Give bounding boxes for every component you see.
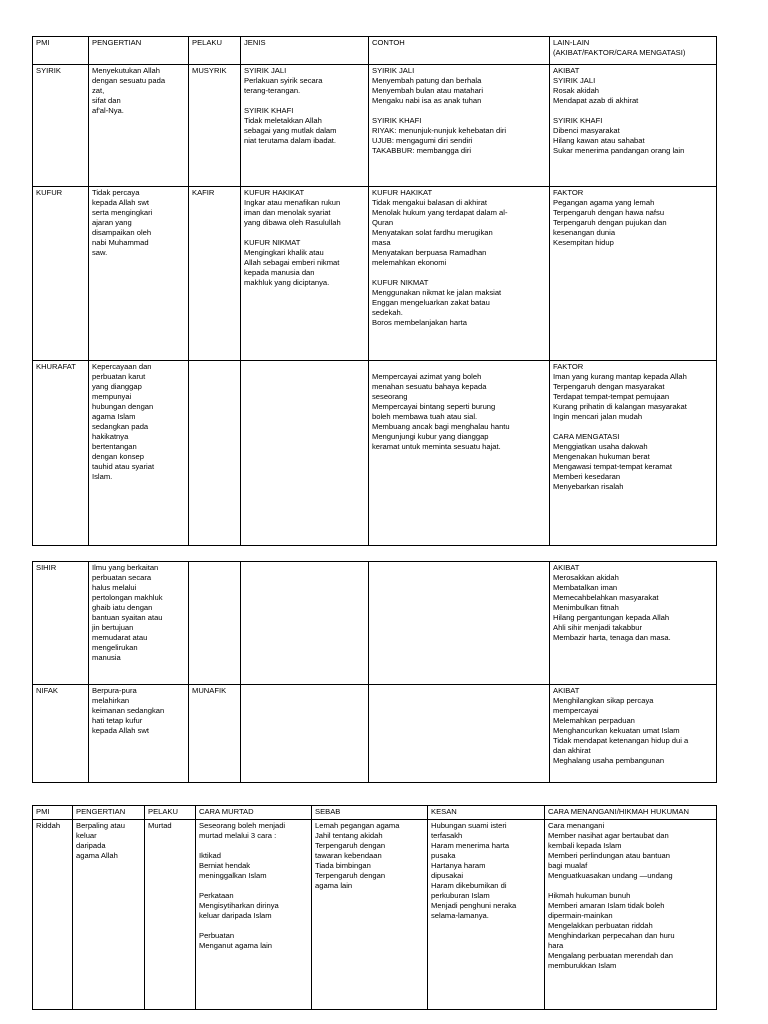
- table-row: [33, 685, 717, 783]
- table-row: [33, 562, 717, 685]
- table-cell: [241, 685, 369, 783]
- table-cell: Ilmu yang berkaitan perbuatan secara halus melalui pertolongan makhluk ghaib iatu dengan bantuan syaitan atau jin bertujuan memudarat atau mengelirukan manusia: [89, 562, 189, 685]
- table-row: [33, 820, 717, 1010]
- table-cell: AKIBAT Menghilangkan sikap percaya mempercayai Melemahkan perpaduan Menghancurkan kekuatan umat Islam Tidak mendapat ketenangan hidup dui a dan akhirat Meghalang usaha pembangunan: [550, 685, 717, 783]
- header-cell: CARA MURTAD: [196, 806, 312, 820]
- header-cell: PMI: [33, 806, 73, 820]
- header-cell: KESAN: [428, 806, 545, 820]
- table-cell: SIHIR: [33, 562, 89, 685]
- table-cell: FAKTOR Pegangan agama yang lemah Terpengaruh dengan hawa nafsu Terpengaruh dengan pujukan dan kesenangan dunia Kesempitan hidup: [550, 187, 717, 361]
- table-cell: Murtad: [145, 820, 196, 1010]
- table-cell: MUNAFIK: [189, 685, 241, 783]
- table-cell: [369, 562, 550, 685]
- table-cell: AKIBAT SYIRIK JALI Rosak akidah Mendapat azab di akhirat SYIRIK KHAFI Dibenci masyarakat Hilang kawan atau sahabat Sukar menerima pandangan orang lain: [550, 65, 717, 187]
- table-cell: Riddah: [33, 820, 73, 1010]
- header-cell: SEBAB: [312, 806, 428, 820]
- table-header-row: [33, 37, 717, 65]
- table-sihir-nifak: [32, 561, 717, 783]
- table-cell: FAKTOR Iman yang kurang mantap kepada Allah Terpengaruh dengan masyarakat Terdapat tempat-tempat pemujaan Kurang prihatin di kalangan masyarakat Ingin mencari jalan mudah CARA MENGATASI Menggiatkan usaha dakwah Mengenakan hukuman berat Mengawasi tempat-tempat keramat Memberi kesedaran Menyebarkan risalah: [550, 361, 717, 546]
- table-cell: SYIRIK JALI Menyembah patung dan berhala Menyembah bulan atau matahari Mengaku nabi isa as anak tuhan SYIRIK KHAFI RIYAK: menunjuk-nunjuk kehebatan diri UJUB: mengagumi diri sendiri TAKABBUR: membangga diri: [369, 65, 550, 187]
- table-cell: [189, 361, 241, 546]
- table-cell: Hubungan suami isteri terfasakh Haram menerima harta pusaka Hartanya haram dipusakai Haram dikebumikan di perkuburan Islam Menjadi penghuni neraka selama-lamanya.: [428, 820, 545, 1010]
- table-cell: Menyekutukan Allah dengan sesuatu pada zat, sifat dan af'al-Nya.: [89, 65, 189, 187]
- table-cell: Tidak percaya kepada Allah swt serta mengingkari ajaran yang disampaikan oleh nabi Muhammad saw.: [89, 187, 189, 361]
- header-cell: CONTOH: [369, 37, 550, 65]
- table-row: [33, 187, 717, 361]
- table-cell: Kepercayaan dan perbuatan karut yang dianggap mempunyai hubungan dengan agama Islam sedangkan pada hakikatnya bertentangan dengan konsep tauhid atau syariat Islam.: [89, 361, 189, 546]
- table-cell: [241, 562, 369, 685]
- table-cell: Lemah pegangan agama Jahil tentang akidah Terpengaruh dengan tawaran kebendaan Tiada bimbingan Terpengaruh dengan agama lain: [312, 820, 428, 1010]
- table-riddah: [32, 805, 717, 1010]
- table-cell: KHURAFAT: [33, 361, 89, 546]
- table-cell: SYIRIK JALI Perlakuan syirik secara terang-terangan. SYIRIK KHAFI Tidak meletakkan Allah sebagai yang mutlak dalam niat terutama dalam ibadat.: [241, 65, 369, 187]
- header-cell: PENGERTIAN: [73, 806, 145, 820]
- table-cell: KAFIR: [189, 187, 241, 361]
- table-cell: Berpaling atau keluar daripada agama Allah: [73, 820, 145, 1010]
- table-cell: [369, 685, 550, 783]
- table-cell: AKIBAT Merosakkan akidah Membatalkan iman Memecahbelahkan masyarakat Menimbulkan fitnah Hilang pergantungan kepada Allah Ahli sihir menjadi takabbur Membazir harta, tenaga dan masa.: [550, 562, 717, 685]
- header-cell: JENIS: [241, 37, 369, 65]
- table-row: [33, 361, 717, 546]
- table-cell: KUFUR: [33, 187, 89, 361]
- table-cell: Seseorang boleh menjadi murtad melalui 3 cara : Iktikad Berniat hendak meninggalkan Islam Perkataan Mengisytiharkan dirinya keluar daripada Islam Perbuatan Menganut agama lain: [196, 820, 312, 1010]
- table-cell: [189, 562, 241, 685]
- table-cell: NIFAK: [33, 685, 89, 783]
- table-header-row: [33, 806, 717, 820]
- header-cell: LAIN-LAIN (AKIBAT/FAKTOR/CARA MENGATASI): [550, 37, 717, 65]
- header-cell: PMI: [33, 37, 89, 65]
- table-cell: KUFUR HAKIKAT Ingkar atau menafikan rukun iman dan menolak syariat yang dibawa oleh Rasulullah KUFUR NIKMAT Mengingkari khalik atau Allah sebagai emberi nikmat kepada manusia dan makhluk yang diciptanya.: [241, 187, 369, 361]
- table-cell: MUSYRIK: [189, 65, 241, 187]
- table-cell: SYIRIK: [33, 65, 89, 187]
- table-cell: KUFUR HAKIKAT Tidak mengakui balasan di akhirat Menolak hukum yang terdapat dalam al- Quran Menyatakan solat fardhu merugikan masa Menyatakan berpuasa Ramadhan melemahkan ekonomi KUFUR NIKMAT Menggunakan nikmat ke jalan maksiat Enggan mengeluarkan zakat batau sedekah. Boros membelanjakan harta: [369, 187, 550, 361]
- table-cell: Berpura-pura melahirkan keimanan sedangkan hati tetap kufur kepada Allah swt: [89, 685, 189, 783]
- header-cell: PELAKU: [145, 806, 196, 820]
- table-row: [33, 65, 717, 187]
- table-cell: Mempercayai azimat yang boleh menahan sesuatu bahaya kepada seseorang Mempercayai bintang seperti burung boleh membawa tuah atau sial. Membuang ancak bagi menghalau hantu Mengunjungi kubur yang dianggap keramat untuk meminta sesuatu hajat.: [369, 361, 550, 546]
- table-cell: [241, 361, 369, 546]
- header-cell: PELAKU: [189, 37, 241, 65]
- header-cell: PENGERTIAN: [89, 37, 189, 65]
- header-cell: CARA MENANGANI/HIKMAH HUKUMAN: [545, 806, 717, 820]
- table-akidah-penyelewengan: [32, 36, 717, 546]
- table-cell: Cara menangani Member nasihat agar bertaubat dan kembali kepada Islam Memberi perlindungan atau bantuan bagi mualaf Menguatkuasakan undang —undang Hikmah hukuman bunuh Memberi amaran Islam tidak boleh dipermain-mainkan Mengelakkan perbuatan riddah Menghindarkan perpecahan dan huru hara Mengalang perbuatan merendah dan memburukkan Islam: [545, 820, 717, 1010]
